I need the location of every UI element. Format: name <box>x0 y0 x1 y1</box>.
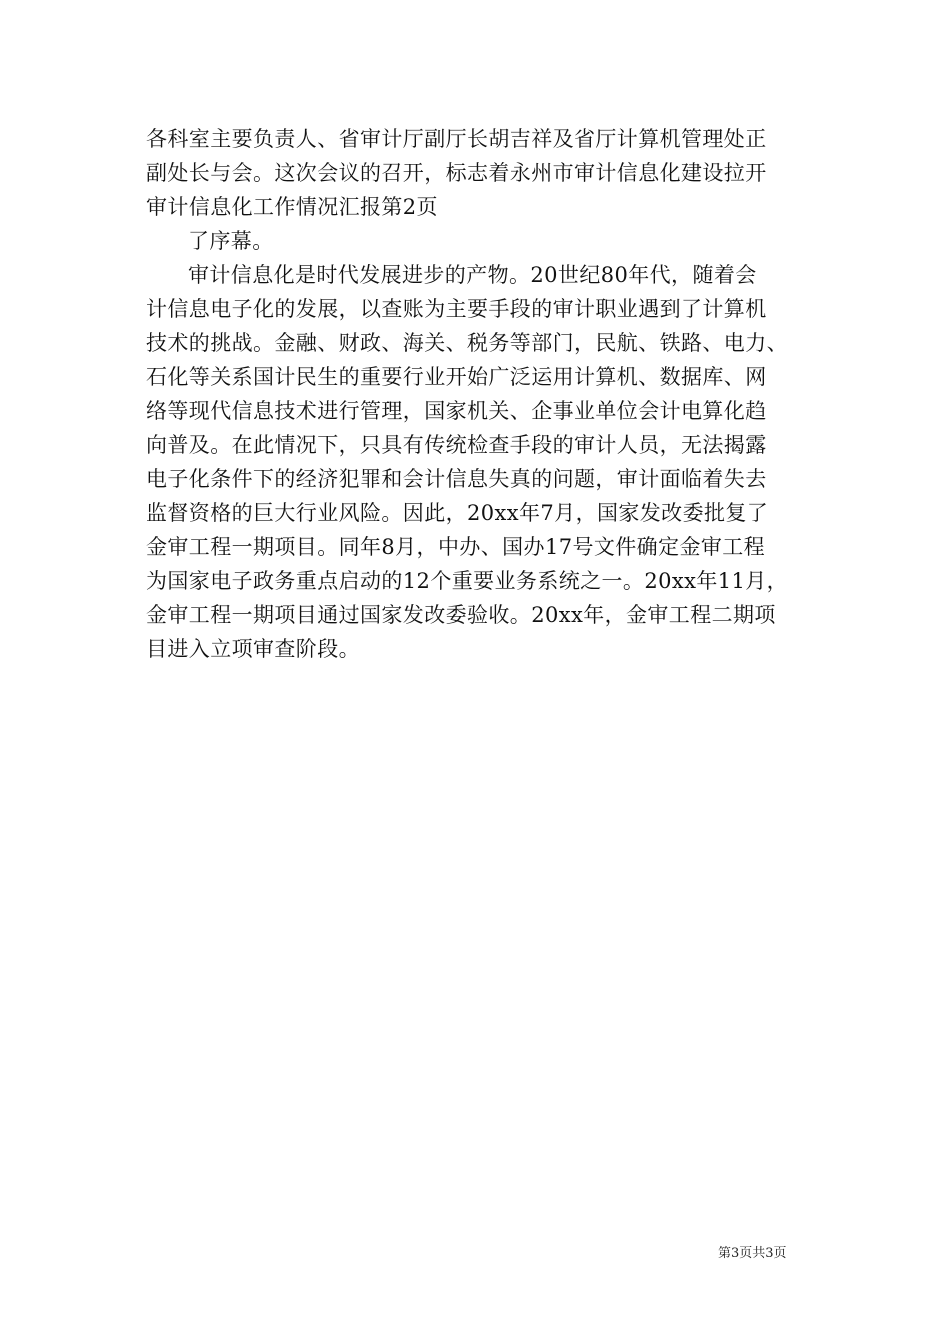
text-line: 计信息电子化的发展，以查账为主要手段的审计职业遇到了计算机 <box>146 297 767 321</box>
text-line: 向普及。在此情况下，只具有传统检查手段的审计人员，无法揭露 <box>146 433 767 457</box>
text-line: 为国家电子政务重点启动的12个重要业务系统之一。20xx年11月， <box>146 569 789 593</box>
text-line: 金审工程一期项目通过国家发改委验收。20xx年，金审工程二期项 <box>146 603 776 627</box>
text-line: 目进入立项审查阶段。 <box>146 637 360 661</box>
paragraph-first-line: 审计信息化是时代发展进步的产物。20世纪80年代，随着会 <box>188 263 757 287</box>
text-line: 了序幕。 <box>188 229 274 253</box>
page-number-footer: 第3页共3页 <box>718 1246 787 1261</box>
text-line: 各科室主要负责人、省审计厅副厅长胡吉祥及省厅计算机管理处正 <box>146 127 767 151</box>
text-line: 技术的挑战。金融、财政、海关、税务等部门，民航、铁路、电力、 <box>146 331 788 355</box>
text-line: 络等现代信息技术进行管理，国家机关、企事业单位会计电算化趋 <box>146 399 767 423</box>
text-line: 石化等关系国计民生的重要行业开始广泛运用计算机、数据库、网 <box>146 365 767 389</box>
document-body <box>146 122 816 666</box>
text-line: 监督资格的巨大行业风险。因此，20xx年7月，国家发改委批复了 <box>146 501 769 525</box>
text-line: 金审工程一期项目。同年8月，中办、国办17号文件确定金审工程 <box>146 535 766 559</box>
text-line: 电子化条件下的经济犯罪和会计信息失真的问题，审计面临着失去 <box>146 467 767 491</box>
running-header-line: 审计信息化工作情况汇报第2页 <box>146 195 438 219</box>
text-line: 副处长与会。这次会议的召开，标志着永州市审计信息化建设拉开 <box>146 161 767 185</box>
